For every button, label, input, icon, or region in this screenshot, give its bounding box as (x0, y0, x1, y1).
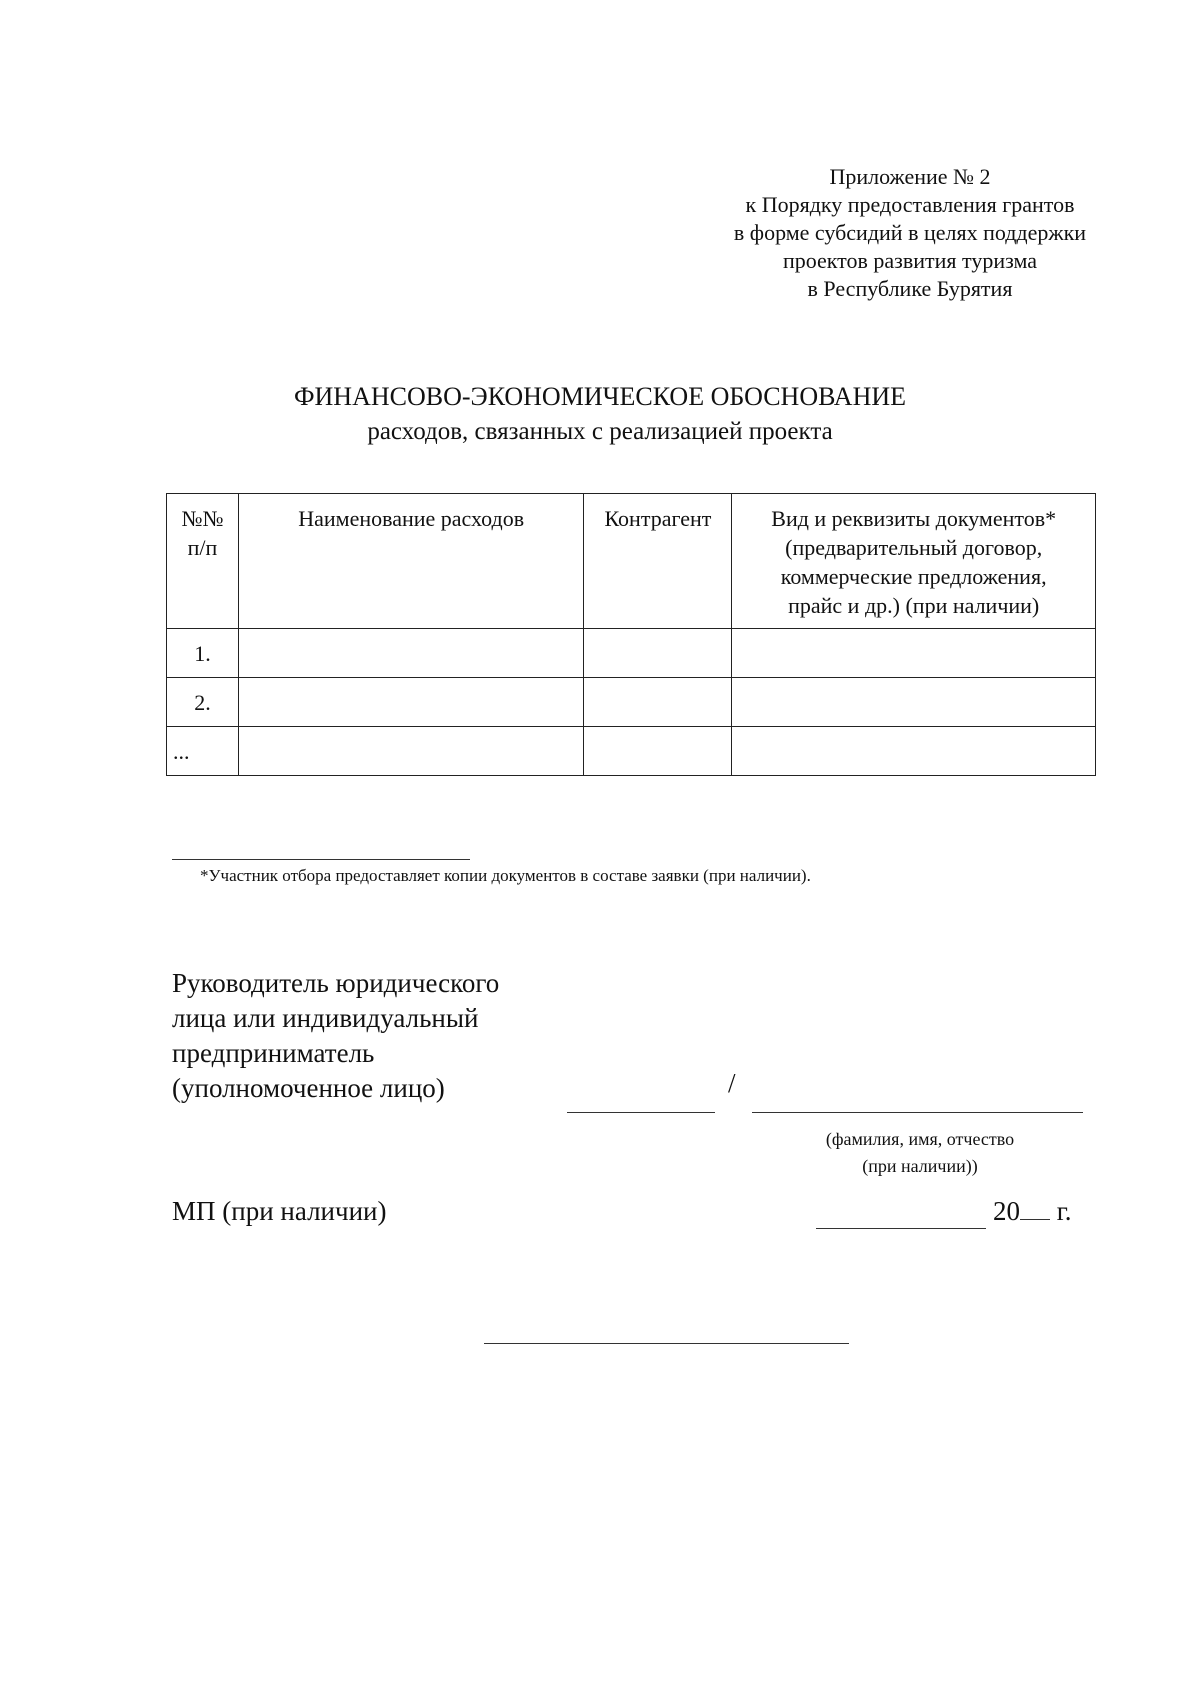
header-documents (732, 494, 1096, 629)
row-expense-name-cell[interactable] (238, 629, 584, 678)
full-name-caption (770, 1126, 1070, 1180)
appendix-line: в Республике Бурятия (807, 276, 1013, 301)
appendix-line: Приложение № 2 (829, 164, 991, 189)
footnote: *Участник отбора предоставляет копии документов в составе заявки (при наличии). (200, 866, 811, 885)
document-subtitle: расходов, связанных с реализацией проекта (367, 418, 833, 445)
table-row (167, 678, 1096, 727)
header-contractor: Контрагент (584, 494, 732, 629)
appendix-line: к Порядку предоставления грантов (745, 192, 1075, 217)
full-name-caption-line: (при наличии)) (862, 1156, 978, 1176)
document-end-line (484, 1343, 849, 1344)
row-contractor-cell[interactable] (584, 727, 732, 776)
row-documents-cell[interactable] (732, 727, 1096, 776)
table-row (167, 727, 1096, 776)
footnote-divider (172, 859, 470, 860)
signer-title-line: предприниматель (172, 1038, 375, 1068)
row-expense-name-cell[interactable] (238, 727, 584, 776)
row-contractor-cell[interactable] (584, 629, 732, 678)
header-num-line: №№ (181, 506, 224, 531)
signer-title-line: лица или индивидуальный (172, 1003, 479, 1033)
row-number: 1. (167, 629, 239, 678)
header-num-line: п/п (187, 535, 218, 560)
row-documents-cell[interactable] (732, 629, 1096, 678)
full-name-line[interactable] (752, 1112, 1083, 1113)
expenses-table (166, 493, 1096, 776)
signer-title (172, 966, 499, 1106)
table-row (167, 629, 1096, 678)
row-documents-cell[interactable] (732, 678, 1096, 727)
appendix-header (690, 163, 1130, 303)
signer-title-line: Руководитель юридического (172, 968, 500, 998)
signature-separator: / (728, 1068, 736, 1098)
signer-title-line: (уполномоченное лицо) (172, 1073, 445, 1103)
appendix-line: проектов развития туризма (782, 248, 1038, 273)
appendix-line: в форме субсидий в целях поддержки (733, 220, 1087, 245)
document-title: ФИНАНСОВО-ЭКОНОМИЧЕСКОЕ ОБОСНОВАНИЕ (293, 382, 907, 411)
header-num (167, 494, 239, 629)
header-documents-line: (предварительный договор, (785, 535, 1043, 560)
full-name-caption-line: (фамилия, имя, отчество (825, 1129, 1015, 1149)
row-contractor-cell[interactable] (584, 678, 732, 727)
year-suffix: г. (1056, 1196, 1072, 1226)
header-documents-line: прайс и др.) (при наличии) (788, 593, 1040, 618)
row-number: 2. (167, 678, 239, 727)
date-year (993, 1196, 1072, 1227)
year-blank[interactable] (1020, 1197, 1050, 1220)
year-prefix: 20 (993, 1196, 1020, 1226)
header-expense-name: Наименование расходов (238, 494, 584, 629)
stamp-label: МП (при наличии) (172, 1196, 387, 1226)
table-header-row (167, 494, 1096, 629)
signature-line[interactable] (567, 1112, 715, 1113)
row-number: ... (167, 727, 239, 776)
row-expense-name-cell[interactable] (238, 678, 584, 727)
header-documents-line: коммерческие предложения, (780, 564, 1047, 589)
header-documents-line: Вид и реквизиты документов* (771, 506, 1057, 531)
date-line[interactable] (816, 1228, 986, 1229)
